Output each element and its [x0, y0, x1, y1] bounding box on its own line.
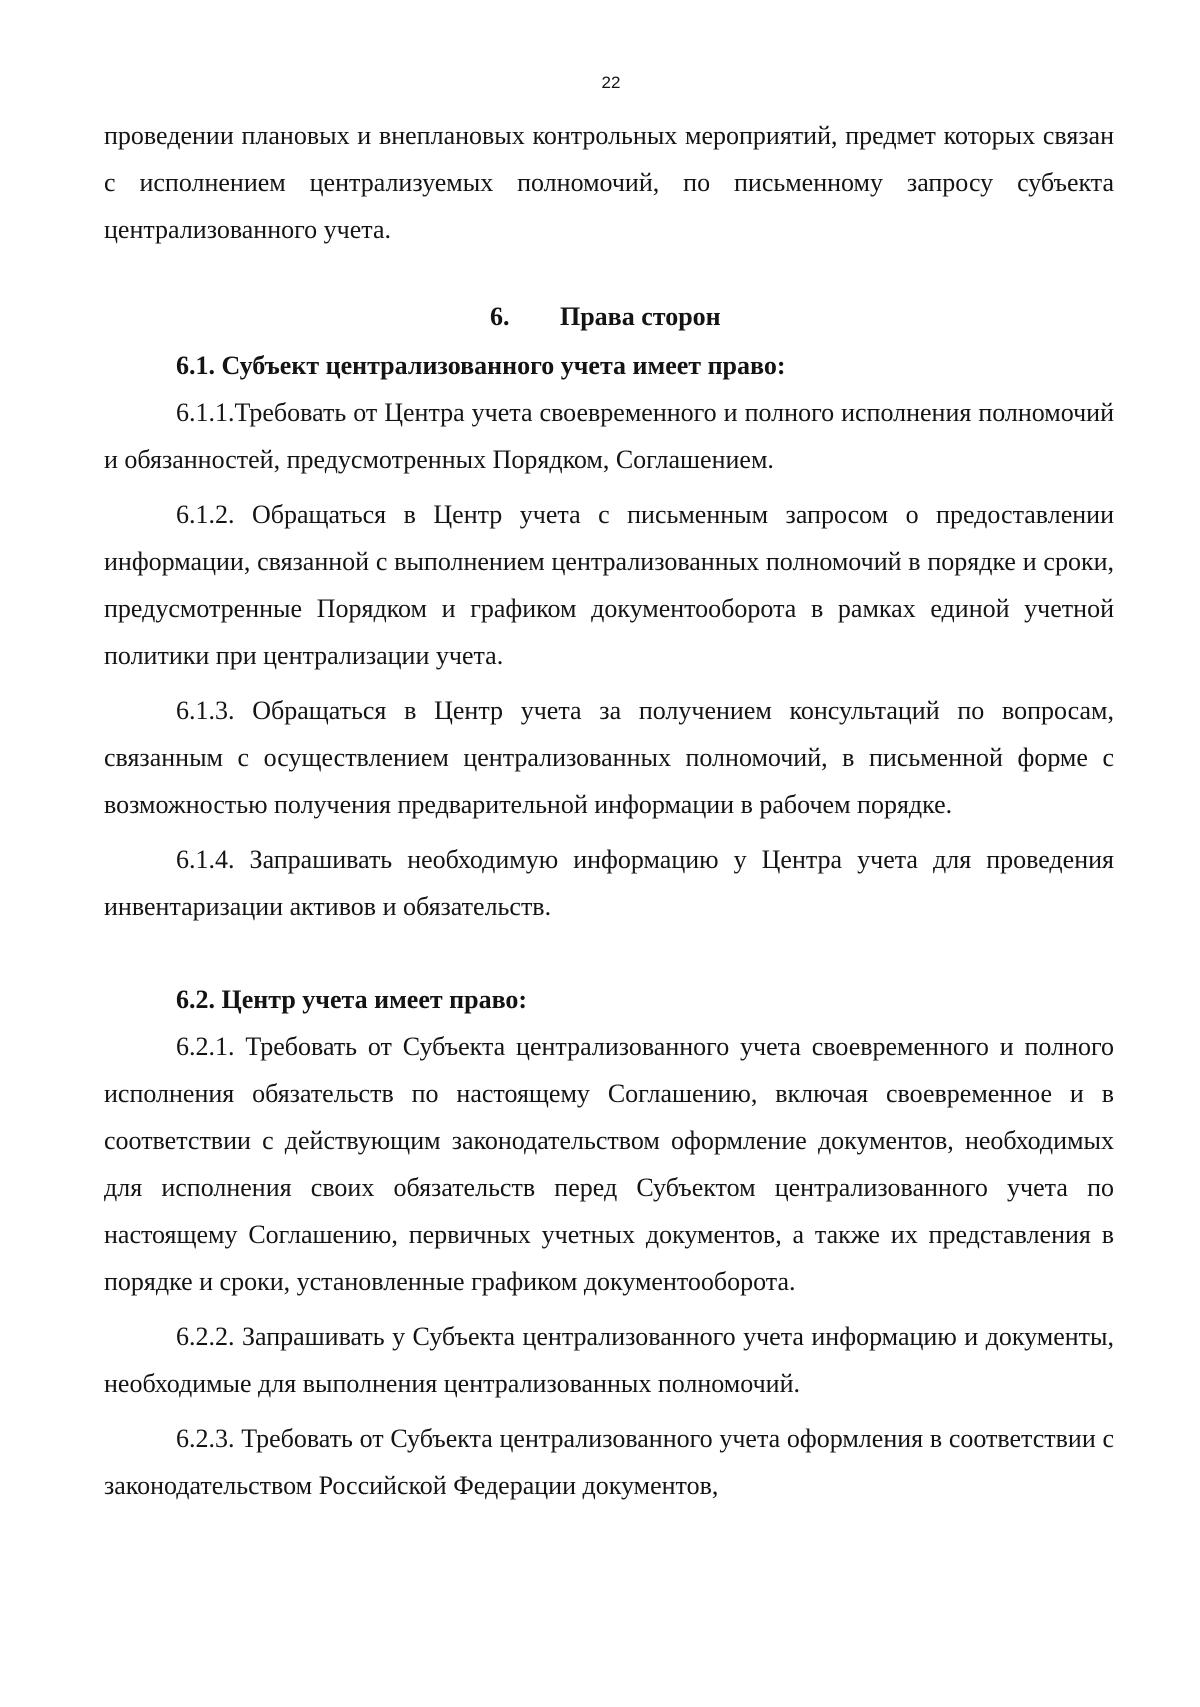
page-number: 22	[601, 73, 621, 92]
paragraph-6-2-1: 6.2.1. Требовать от Субъекта централизованного учета своевременного и полного исполнения обязательств по настоящему Соглашению, включая своевременное и в соответствии с действующим законодательством оформление документов, необходимых для исполнения своих обязательств перед Субъектом централизованного учета по настоящему Соглашению, первичных учетных документов, а также их представления в порядке и сроки, установленные графиком документооборота.	[104, 1032, 1114, 1296]
paragraph-intro: проведении плановых и внеплановых контрольных мероприятий, предмет которых связан с исполнением централизуемых полномочий, по письменному запросу субъекта централизованного учета.	[104, 121, 1114, 244]
paragraph-6-1-1: 6.1.1.Требовать от Центра учета своевременного и полного исполнения полномочий и обязанностей, предусмотренных Порядком, Соглашением.	[104, 398, 1114, 474]
paragraph-6-2-3: 6.2.3. Требовать от Субъекта централизованного учета оформления в соответствии с законодательством Российской Федерации документов,	[104, 1424, 1114, 1500]
subsection-6-2-heading: 6.2. Центр учета имеет право:	[176, 985, 528, 1014]
paragraph-6-1-2: 6.1.2. Обращаться в Центр учета с письменным запросом о предоставлении информации, связанной с выполнением централизованных полномочий в порядке и сроки, предусмотренные Порядком и графиком документооборота в рамках единой учетной политики при централизации учета.	[104, 500, 1114, 670]
section-6-heading	[104, 293, 1114, 340]
section-6-number: 6.	[490, 302, 510, 331]
paragraph-6-2-2: 6.2.2. Запрашивать у Субъекта централизованного учета информацию и документы, необходимые для выполнения централизованных полномочий.	[104, 1322, 1114, 1398]
subsection-6-1-heading: 6.1. Субъект централизованного учета имеет право:	[176, 351, 786, 380]
document-body	[104, 112, 1114, 1509]
section-6-title: Права сторон	[560, 302, 721, 331]
paragraph-6-1-4: 6.1.4. Запрашивать необходимую информацию у Центра учета для проведения инвентаризации активов и обязательств.	[104, 845, 1114, 921]
paragraph-6-1-3: 6.1.3. Обращаться в Центр учета за получением консультаций по вопросам, связанным с осуществлением централизованных полномочий, в письменной форме с возможностью получения предварительной информации в рабочем порядке.	[104, 696, 1114, 819]
